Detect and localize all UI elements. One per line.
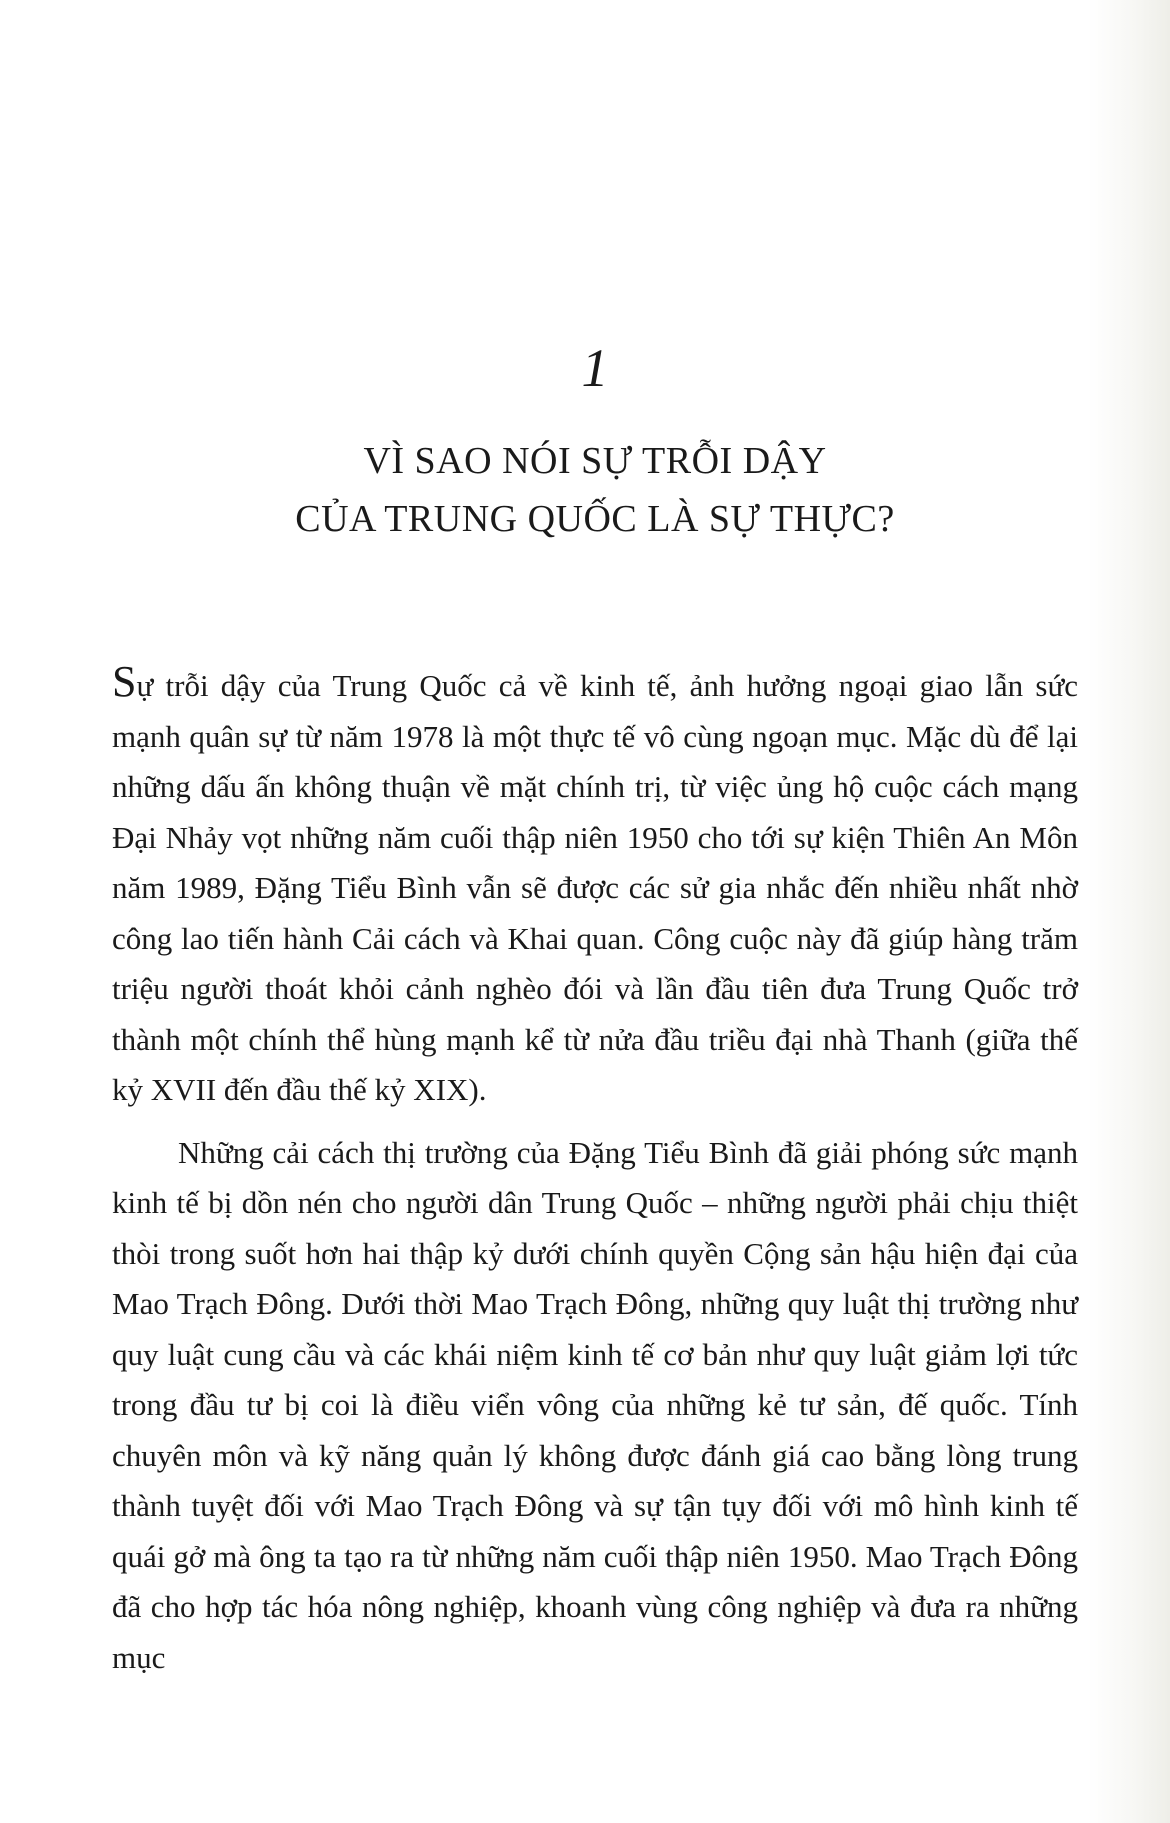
paragraph-1 [112, 657, 1078, 1116]
drop-cap: S [112, 657, 137, 706]
paragraph-1-text: ự trỗi dậy của Trung Quốc cả về kinh tế, ảnh hưởng ngoại giao lẫn sức mạnh quân sự từ năm 1978 là một thực tế vô cùng ngoạn mục. Mặc dù để lại những dấu ấn không thuận về mặt chính trị, từ việc ủng hộ cuộc cách mạng Đại Nhảy vọt những năm cuối thập niên 1950 cho tới sự kiện Thiên An Môn năm 1989, Đặng Tiểu Bình vẫn sẽ được các sử gia nhắc đến nhiều nhất nhờ công lao tiến hành Cải cách và Khai quan. Công cuộc này đã giúp hàng trăm triệu người thoát khỏi cảnh nghèo đói và lần đầu tiên đưa Trung Quốc trở thành một chính thể hùng mạnh kể từ nửa đầu triều đại nhà Thanh (giữa thế kỷ XVII đến đầu thế kỷ XIX). [112, 668, 1078, 1107]
chapter-number: 1 [581, 338, 609, 398]
chapter-body [112, 657, 1078, 1683]
chapter-title-line-2: CỦA TRUNG QUỐC LÀ SỰ THỰC? [295, 498, 895, 540]
chapter-title [0, 432, 1170, 548]
chapter-title-line-1: VÌ SAO NÓI SỰ TRỖI DẬY [363, 440, 827, 482]
paragraph-2: Những cải cách thị trường của Đặng Tiểu Bình đã giải phóng sức mạnh kinh tế bị dồn nén cho người dân Trung Quốc – những người phải chịu thiệt thòi trong suốt hơn hai thập kỷ dưới chính quyền Cộng sản hậu hiện đại của Mao Trạch Đông. Dưới thời Mao Trạch Đông, những quy luật thị trường như quy luật cung cầu và các khái niệm kinh tế cơ bản như quy luật giảm lợi tức trong đầu tư bị coi là điều viển vông của những kẻ tư sản, đế quốc. Tính chuyên môn và kỹ năng quản lý không được đánh giá cao bằng lòng trung thành tuyệt đối với Mao Trạch Đông và sự tận tụy đối với mô hình kinh tế quái gở mà ông ta tạo ra từ những năm cuối thập niên 1950. Mao Trạch Đông đã cho hợp tác hóa nông nghiệp, khoanh vùng công nghiệp và đưa ra những mục [112, 1134, 1078, 1675]
